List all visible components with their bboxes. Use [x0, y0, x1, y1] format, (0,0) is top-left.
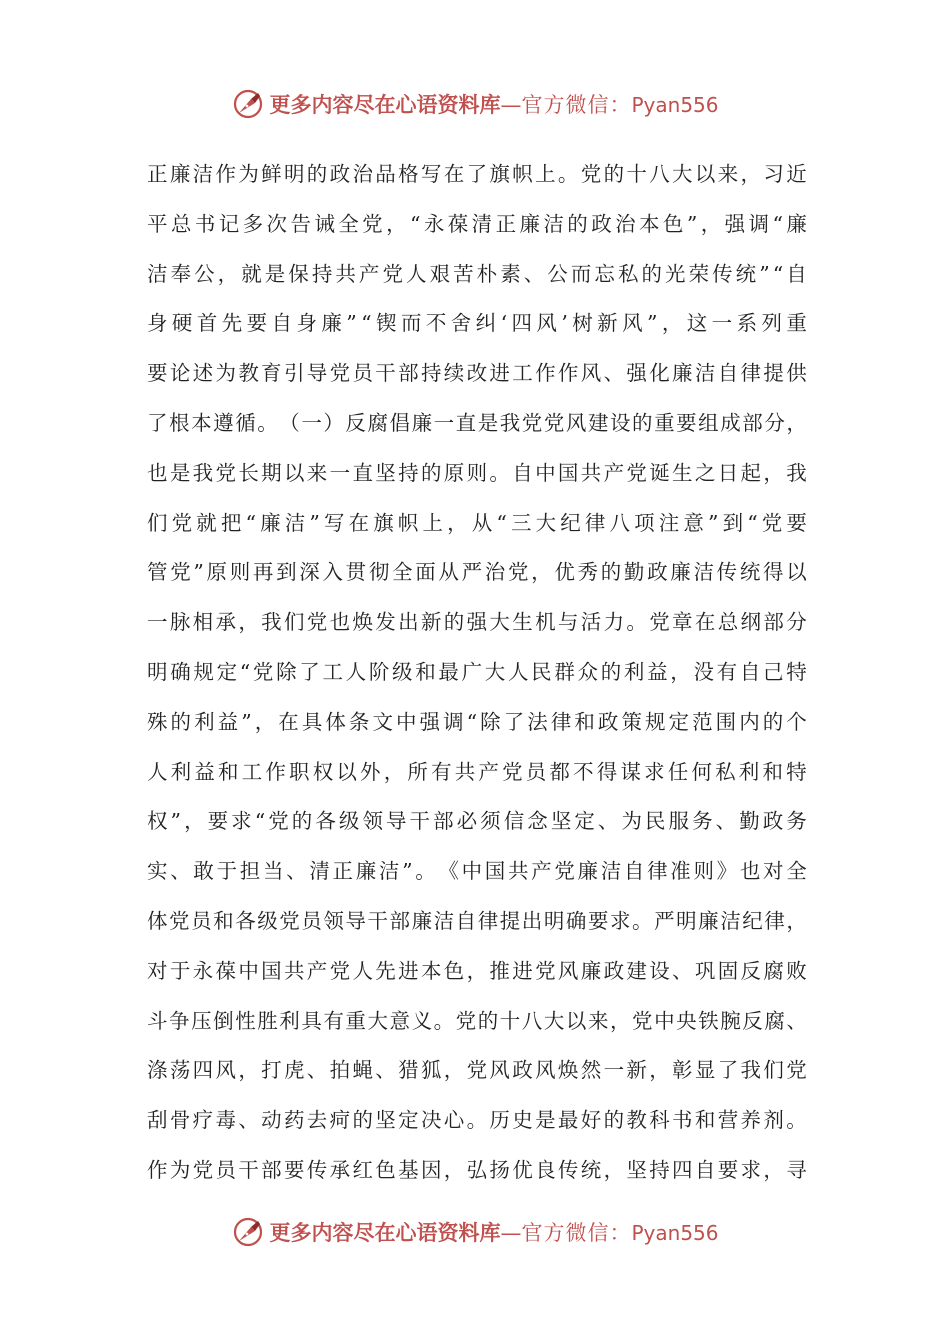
document-body	[147, 150, 807, 1196]
pen-nib-circle-icon	[231, 87, 265, 121]
text-line: 对 于 永 葆 中 国 共 产 党 人 先 进 本 色 ， 推 进 党 风 廉 政 建 设 、 巩 固 反 腐 败	[147, 958, 807, 983]
text-line: 殊 的 利 益 ” ， 在 具 体 条 文 中 强 调 “ 除 了 法 律 和 政 策 规 定 范 围 内 的 个	[147, 709, 807, 734]
text-line: 权 ” ， 要 求 “ 党 的 各 级 领 导 干 部 必 须 信 念 坚 定 、 为 民 服 务 、 勤 政 务	[147, 809, 807, 834]
pen-nib-circle-icon	[231, 1215, 265, 1249]
text-line: 管 党 ” 原 则 再 到 深 入 贯 彻 全 面 从 严 治 党 ， 优 秀 的 勤 政 廉 洁 传 统 得 以	[147, 560, 807, 585]
text-line: 涤 荡 四 风 ， 打 虎 、 拍 蝇 、 猎 狐 ， 党 风 政 风 焕 然 一 新 ， 彰 显 了 我 们 党	[147, 1058, 807, 1083]
text-line: 洁 奉 公 ， 就 是 保 持 共 产 党 人 艰 苦 朴 素 、 公 而 忘 私 的 光 荣 传 统 ” “ 自	[147, 261, 807, 286]
text-line: 身 硬 首 先 要 自 身 廉 ” “ 锲 而 不 舍 纠 ‘ 四 风 ’ 树 新 风 ” ， 这 一 系 列 重	[147, 311, 807, 336]
footer-banner	[0, 1212, 950, 1252]
text-line: 明 确 规 定 “ 党 除 了 工 人 阶 级 和 最 广 大 人 民 群 众 的 利 益 ， 没 有 自 己 特	[147, 659, 807, 684]
banner-wechat-label: 官方微信：	[521, 93, 632, 117]
text-line: 斗 争 压 倒 性 胜 利 具 有 重 大 意 义 。 党 的 十 八 大 以 来 ， 党 中 央 铁 腕 反 腐 、	[147, 1008, 807, 1033]
text-line: 了 根 本 遵 循 。 （ 一 ） 反 腐 倡 廉 一 直 是 我 党 党 风 建 设 的 重 要 组 成 部 分 ，	[147, 410, 807, 435]
header-banner	[0, 84, 950, 124]
banner-wechat-label: 官方微信：	[521, 1221, 632, 1245]
text-line: 平 总 书 记 多 次 告 诫 全 党 ， “ 永 葆 清 正 廉 洁 的 政 治 本 色 ” ， 强 调 “ 廉	[147, 211, 807, 236]
text-line: 实 、 敢 于 担 当 、 清 正 廉 洁 ” 。 《 中 国 共 产 党 廉 洁 自 律 准 则 》 也 对 全	[147, 859, 807, 884]
banner-title: 更多内容尽在心语资料库	[269, 1220, 501, 1245]
text-line: 们 党 就 把 “ 廉 洁 ” 写 在 旗 帜 上 ， 从 “ 三 大 纪 律 八 项 注 意 ” 到 “ 党 要	[147, 510, 807, 535]
banner-wechat-id: Pyan556	[631, 1221, 719, 1245]
text-line: 作 为 党 员 干 部 要 传 承 红 色 基 因 ， 弘 扬 优 良 传 统 ， 坚 持 四 自 要 求 ， 寻	[147, 1157, 807, 1182]
text-line: 刮 骨 疗 毒 、 动 药 去 疴 的 坚 定 决 心 。 历 史 是 最 好 的 教 科 书 和 营 养 剂 。	[147, 1108, 807, 1133]
text-line: 要 论 述 为 教 育 引 导 党 员 干 部 持 续 改 进 工 作 作 风 、 强 化 廉 洁 自 律 提 供	[147, 361, 807, 386]
banner-separator: —	[500, 1221, 522, 1245]
banner-separator: —	[500, 93, 522, 117]
text-line: 正 廉 洁 作 为 鲜 明 的 政 治 品 格 写 在 了 旗 帜 上 。 党 的 十 八 大 以 来 ， 习 近	[147, 162, 807, 186]
banner-wechat-id: Pyan556	[631, 93, 719, 117]
text-line: 人 利 益 和 工 作 职 权 以 外 ， 所 有 共 产 党 员 都 不 得 谋 求 任 何 私 利 和 特	[147, 759, 807, 784]
banner-title: 更多内容尽在心语资料库	[269, 92, 501, 117]
text-line: 体 党 员 和 各 级 党 员 领 导 干 部 廉 洁 自 律 提 出 明 确 要 求 。 严 明 廉 洁 纪 律 ，	[147, 908, 807, 933]
text-line: 也 是 我 党 长 期 以 来 一 直 坚 持 的 原 则 。 自 中 国 共 产 党 诞 生 之 日 起 ， 我	[147, 460, 807, 485]
text-line: 一 脉 相 承 ， 我 们 党 也 焕 发 出 新 的 强 大 生 机 与 活 力 。 党 章 在 总 纲 部 分	[147, 610, 807, 635]
